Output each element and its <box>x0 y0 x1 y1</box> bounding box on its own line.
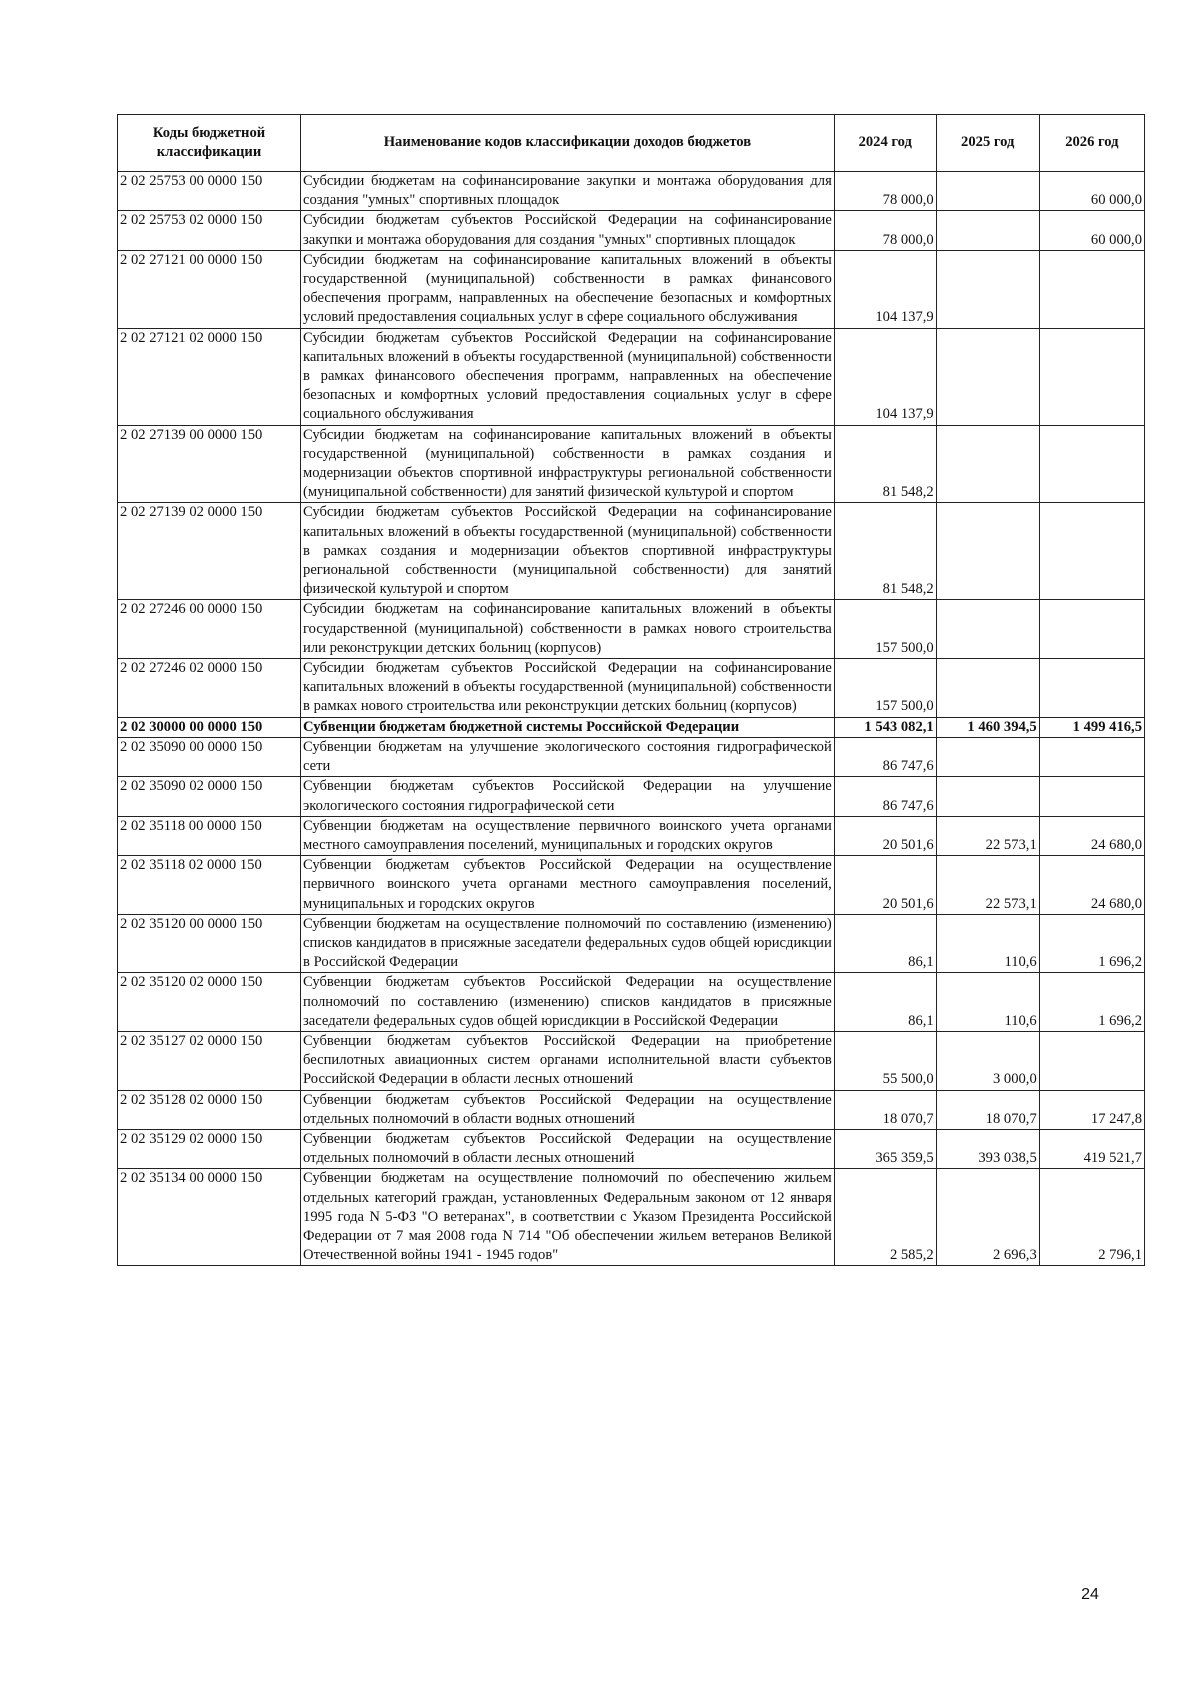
table-row <box>118 1031 1145 1090</box>
value-2024-cell: 78 000,0 <box>834 211 936 250</box>
value-2026-cell <box>1039 425 1144 503</box>
value-2024-cell: 78 000,0 <box>834 172 936 211</box>
code-cell: 2 02 35127 02 0000 150 <box>118 1031 301 1090</box>
value-2026-cell <box>1039 659 1144 718</box>
value-2026-cell <box>1039 1031 1144 1090</box>
name-cell: Субвенции бюджетам субъектов Российской Федерации на осуществление первичного воинского учета органами местного самоуправления поселений, муниципальных и городских округов <box>301 856 835 915</box>
value-2024-cell: 86 747,6 <box>834 777 936 816</box>
name-cell: Субвенции бюджетам на улучшение экологического состояния гидрографической сети <box>301 737 835 776</box>
table-row <box>118 659 1145 718</box>
name-cell: Субвенции бюджетам на осуществление полномочий по составлению (изменению) списков кандидатов в присяжные заседатели федеральных судов общей юрисдикции в Российской Федерации <box>301 914 835 973</box>
name-cell: Субвенции бюджетам субъектов Российской Федерации на улучшение экологического состояния гидрографической сети <box>301 777 835 816</box>
value-2025-cell <box>936 737 1039 776</box>
value-2026-cell <box>1039 503 1144 600</box>
table-row <box>118 816 1145 855</box>
value-2025-cell <box>936 250 1039 328</box>
name-cell: Субсидии бюджетам субъектов Российской Федерации на софинансирование капитальных вложений в объекты государственной (муниципальной) собственности в рамках нового строительства или реконструкции детских больниц (корпусов) <box>301 659 835 718</box>
value-2025-cell <box>936 328 1039 425</box>
value-2024-cell: 20 501,6 <box>834 856 936 915</box>
code-cell: 2 02 35120 00 0000 150 <box>118 914 301 973</box>
code-cell: 2 02 35118 02 0000 150 <box>118 856 301 915</box>
code-cell: 2 02 25753 02 0000 150 <box>118 211 301 250</box>
budget-table-container <box>117 114 1145 1266</box>
value-2025-cell <box>936 211 1039 250</box>
name-cell: Субвенции бюджетам на осуществление первичного воинского учета органами местного самоуправления поселений, муниципальных и городских округов <box>301 816 835 855</box>
value-2026-cell <box>1039 328 1144 425</box>
value-2025-cell: 18 070,7 <box>936 1090 1039 1129</box>
name-cell: Субсидии бюджетам на софинансирование капитальных вложений в объекты государственной (муниципальной) собственности в рамках нового строительства или реконструкции детских больниц (корпусов) <box>301 600 835 659</box>
value-2026-cell: 60 000,0 <box>1039 172 1144 211</box>
table-header-row <box>118 115 1145 172</box>
header-2025: 2025 год <box>936 115 1039 172</box>
budget-revenue-table <box>117 114 1145 1266</box>
table-body <box>118 172 1145 1266</box>
header-code: Коды бюджетной классификации <box>118 115 301 172</box>
value-2024-cell: 86,1 <box>834 914 936 973</box>
value-2025-cell <box>936 777 1039 816</box>
table-row <box>118 856 1145 915</box>
value-2024-cell: 157 500,0 <box>834 600 936 659</box>
page-number: 24 <box>1081 1586 1099 1603</box>
value-2025-cell: 110,6 <box>936 973 1039 1032</box>
name-cell: Субсидии бюджетам на софинансирование закупки и монтажа оборудования для создания "умных" спортивных площадок <box>301 172 835 211</box>
value-2026-cell: 17 247,8 <box>1039 1090 1144 1129</box>
code-cell: 2 02 27121 00 0000 150 <box>118 250 301 328</box>
table-row <box>118 172 1145 211</box>
name-cell: Субвенции бюджетам субъектов Российской Федерации на осуществление полномочий по составлению (изменению) списков кандидатов в присяжные заседатели федеральных судов общей юрисдикции в Российской Федерации <box>301 973 835 1032</box>
value-2024-cell: 104 137,9 <box>834 250 936 328</box>
value-2025-cell <box>936 659 1039 718</box>
code-cell: 2 02 25753 00 0000 150 <box>118 172 301 211</box>
table-row <box>118 328 1145 425</box>
name-cell: Субвенции бюджетам на осуществление полномочий по обеспечению жильем отдельных категорий граждан, установленных Федеральным законом от 12 января 1995 года N 5-ФЗ "О ветеранах", в соответствии с Указом Президента Российской Федерации от 7 мая 2008 года N 714 "Об обеспечении жильем ветеранов Великой Отечественной войны 1941 - 1945 годов" <box>301 1169 835 1266</box>
code-cell: 2 02 35090 02 0000 150 <box>118 777 301 816</box>
value-2024-cell: 104 137,9 <box>834 328 936 425</box>
value-2024-cell: 2 585,2 <box>834 1169 936 1266</box>
value-2026-cell <box>1039 777 1144 816</box>
value-2024-cell: 20 501,6 <box>834 816 936 855</box>
name-cell: Субсидии бюджетам на софинансирование капитальных вложений в объекты государственной (муниципальной) собственности в рамках создания и модернизации объектов спортивной инфраструктуры региональной собственности (муниципальной собственности) для занятий физической культурой и спортом <box>301 425 835 503</box>
value-2026-cell: 1 499 416,5 <box>1039 717 1144 737</box>
code-cell: 2 02 35134 00 0000 150 <box>118 1169 301 1266</box>
value-2024-cell: 86,1 <box>834 973 936 1032</box>
table-row <box>118 1169 1145 1266</box>
code-cell: 2 02 35120 02 0000 150 <box>118 973 301 1032</box>
value-2024-cell: 86 747,6 <box>834 737 936 776</box>
table-row <box>118 1090 1145 1129</box>
code-cell: 2 02 35090 00 0000 150 <box>118 737 301 776</box>
code-cell: 2 02 35128 02 0000 150 <box>118 1090 301 1129</box>
code-cell: 2 02 35129 02 0000 150 <box>118 1129 301 1168</box>
name-cell: Субвенции бюджетам субъектов Российской Федерации на осуществление отдельных полномочий в области лесных отношений <box>301 1129 835 1168</box>
value-2026-cell: 1 696,2 <box>1039 914 1144 973</box>
value-2026-cell: 419 521,7 <box>1039 1129 1144 1168</box>
name-cell: Субсидии бюджетам на софинансирование капитальных вложений в объекты государственной (муниципальной) собственности в рамках финансового обеспечения программ, направленных на обеспечение безопасных и комфортных условий предоставления социальных услуг в сфере социального обслуживания <box>301 250 835 328</box>
code-cell: 2 02 35118 00 0000 150 <box>118 816 301 855</box>
code-cell: 2 02 27246 02 0000 150 <box>118 659 301 718</box>
value-2024-cell: 55 500,0 <box>834 1031 936 1090</box>
code-cell: 2 02 27139 02 0000 150 <box>118 503 301 600</box>
table-row <box>118 503 1145 600</box>
table-row <box>118 600 1145 659</box>
table-row <box>118 973 1145 1032</box>
value-2026-cell: 2 796,1 <box>1039 1169 1144 1266</box>
name-cell: Субвенции бюджетам субъектов Российской Федерации на приобретение беспилотных авиационных систем органами исполнительной власти субъектов Российской Федерации в области лесных отношений <box>301 1031 835 1090</box>
table-row <box>118 425 1145 503</box>
value-2024-cell: 81 548,2 <box>834 425 936 503</box>
name-cell: Субсидии бюджетам субъектов Российской Федерации на софинансирование закупки и монтажа оборудования для создания "умных" спортивных площадок <box>301 211 835 250</box>
value-2025-cell: 1 460 394,5 <box>936 717 1039 737</box>
header-2026: 2026 год <box>1039 115 1144 172</box>
code-cell: 2 02 27246 00 0000 150 <box>118 600 301 659</box>
value-2024-cell: 18 070,7 <box>834 1090 936 1129</box>
name-cell: Субвенции бюджетам субъектов Российской Федерации на осуществление отдельных полномочий в области водных отношений <box>301 1090 835 1129</box>
value-2025-cell: 2 696,3 <box>936 1169 1039 1266</box>
value-2025-cell: 22 573,1 <box>936 816 1039 855</box>
code-cell: 2 02 27139 00 0000 150 <box>118 425 301 503</box>
value-2026-cell: 60 000,0 <box>1039 211 1144 250</box>
value-2025-cell: 3 000,0 <box>936 1031 1039 1090</box>
value-2025-cell <box>936 425 1039 503</box>
name-cell: Субсидии бюджетам субъектов Российской Федерации на софинансирование капитальных вложений в объекты государственной (муниципальной) собственности в рамках финансового обеспечения программ, направленных на обеспечение безопасных и комфортных условий предоставления социальных услуг в сфере социального обслуживания <box>301 328 835 425</box>
value-2024-cell: 81 548,2 <box>834 503 936 600</box>
table-row <box>118 1129 1145 1168</box>
value-2024-cell: 157 500,0 <box>834 659 936 718</box>
name-cell: Субсидии бюджетам субъектов Российской Федерации на софинансирование капитальных вложений в объекты государственной (муниципальной) собственности в рамках создания и модернизации объектов спортивной инфраструктуры региональной собственности (муниципальной собственности) для занятий физической культурой и спортом <box>301 503 835 600</box>
table-row <box>118 211 1145 250</box>
value-2025-cell: 22 573,1 <box>936 856 1039 915</box>
value-2026-cell: 24 680,0 <box>1039 856 1144 915</box>
header-name: Наименование кодов классификации доходов бюджетов <box>301 115 835 172</box>
value-2026-cell <box>1039 600 1144 659</box>
code-cell: 2 02 27121 02 0000 150 <box>118 328 301 425</box>
value-2026-cell: 24 680,0 <box>1039 816 1144 855</box>
value-2025-cell <box>936 503 1039 600</box>
table-row <box>118 777 1145 816</box>
table-row <box>118 914 1145 973</box>
value-2026-cell <box>1039 737 1144 776</box>
value-2026-cell: 1 696,2 <box>1039 973 1144 1032</box>
value-2025-cell <box>936 600 1039 659</box>
header-2024: 2024 год <box>834 115 936 172</box>
value-2024-cell: 1 543 082,1 <box>834 717 936 737</box>
value-2026-cell <box>1039 250 1144 328</box>
table-row <box>118 717 1145 737</box>
value-2025-cell: 393 038,5 <box>936 1129 1039 1168</box>
value-2025-cell: 110,6 <box>936 914 1039 973</box>
table-row <box>118 737 1145 776</box>
name-cell: Субвенции бюджетам бюджетной системы Российской Федерации <box>301 717 835 737</box>
value-2024-cell: 365 359,5 <box>834 1129 936 1168</box>
table-row <box>118 250 1145 328</box>
code-cell: 2 02 30000 00 0000 150 <box>118 717 301 737</box>
value-2025-cell <box>936 172 1039 211</box>
